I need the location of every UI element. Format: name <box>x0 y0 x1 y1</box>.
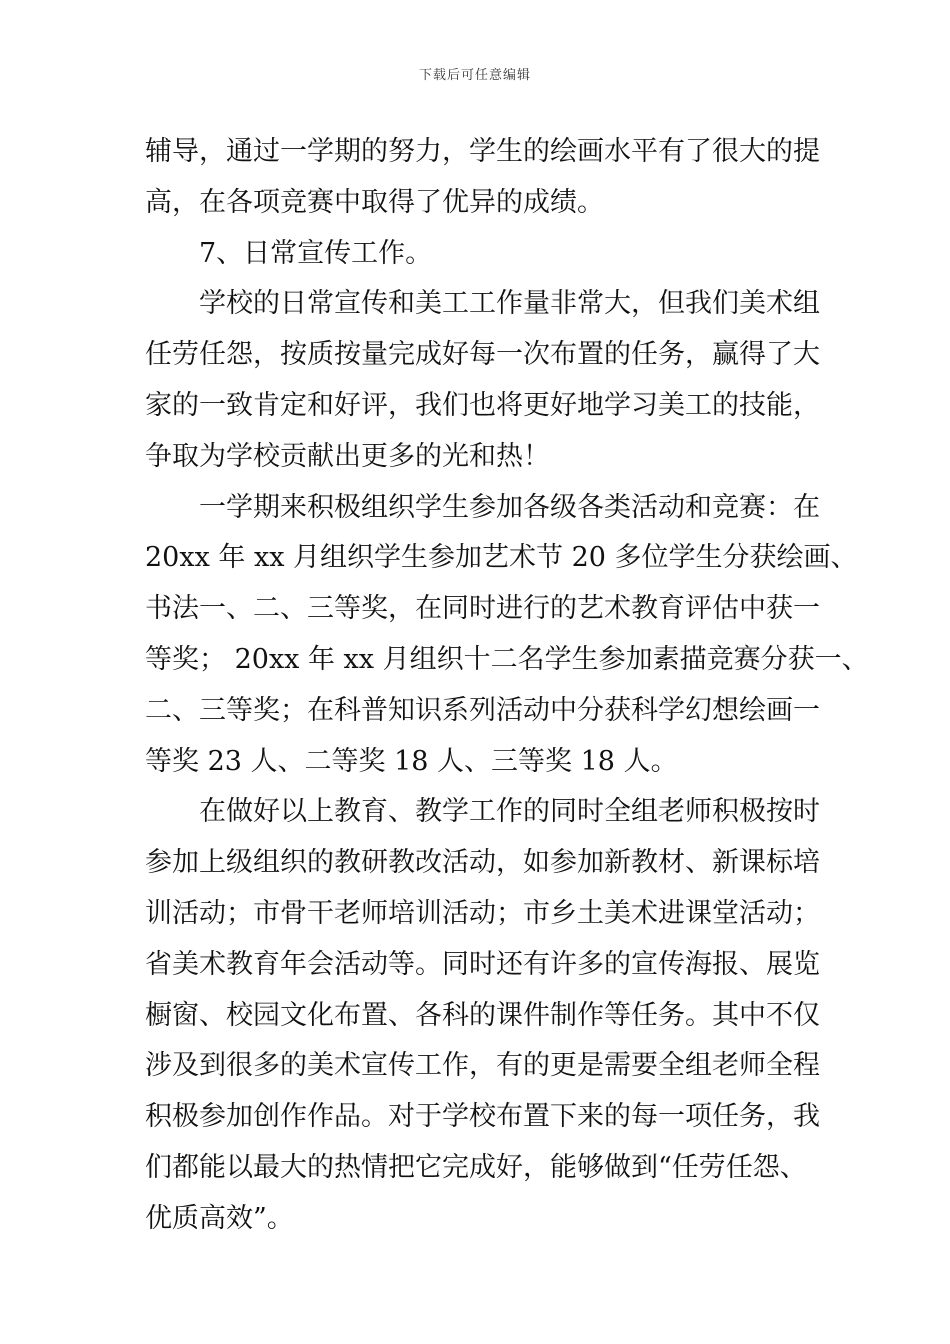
text-line: 积极参加创作作品。对于学校布置下来的每一项任务，我 <box>145 1101 820 1133</box>
document-body <box>145 127 869 1245</box>
text-line: 等奖 23 人、二等奖 18 人、三等奖 18 人。 <box>145 745 678 777</box>
text-line: 学校的日常宣传和美工工作量非常大，但我们美术组 <box>199 288 820 320</box>
section-heading: 7、日常宣传工作。 <box>199 237 433 269</box>
text-line: 省美术教育年会活动等。同时还有许多的宣传海报、展览 <box>145 948 820 980</box>
text-line: 任劳任怨，按质按量完成好每一次布置的任务，赢得了大 <box>145 339 820 371</box>
text-line: 20xx 年 xx 月组织学生参加艺术节 20 多位学生分获绘画、 <box>145 542 858 574</box>
text-line: 涉及到很多的美术宣传工作，有的更是需要全组老师全程 <box>145 1050 820 1082</box>
text-line: 二、三等奖；在科普知识系列活动中分获科学幻想绘画一 <box>145 694 820 726</box>
text-line: 橱窗、校园文化布置、各科的课件制作等任务。其中不仅 <box>145 999 820 1031</box>
text-line: 一学期来积极组织学生参加各级各类活动和竞赛：在 <box>199 491 820 523</box>
text-line: 参加上级组织的教研教改活动，如参加新教材、新课标培 <box>145 847 820 879</box>
header-note: 下载后可任意编辑 <box>418 68 531 83</box>
text-line: 训活动；市骨干老师培训活动；市乡土美术进课堂活动； <box>145 897 820 929</box>
text-line: 书法一、二、三等奖，在同时进行的艺术教育评估中获一 <box>145 593 820 625</box>
text-line: 家的一致肯定和好评，我们也将更好地学习美工的技能， <box>145 389 820 421</box>
text-line: 辅导，通过一学期的努力，学生的绘画水平有了很大的提 <box>145 136 820 167</box>
text-line: 等奖； 20xx 年 xx 月组织十二名学生参加素描竞赛分获一、 <box>145 643 869 675</box>
text-line: 争取为学校贡献出更多的光和热！ <box>145 440 550 472</box>
text-line: 高，在各项竞赛中取得了优异的成绩。 <box>145 186 604 218</box>
text-line: 优质高效”。 <box>145 1202 294 1234</box>
text-line: 在做好以上教育、教学工作的同时全组老师积极按时 <box>199 796 820 828</box>
text-line: 们都能以最大的热情把它完成好，能够做到“任劳任怨、 <box>145 1151 807 1183</box>
